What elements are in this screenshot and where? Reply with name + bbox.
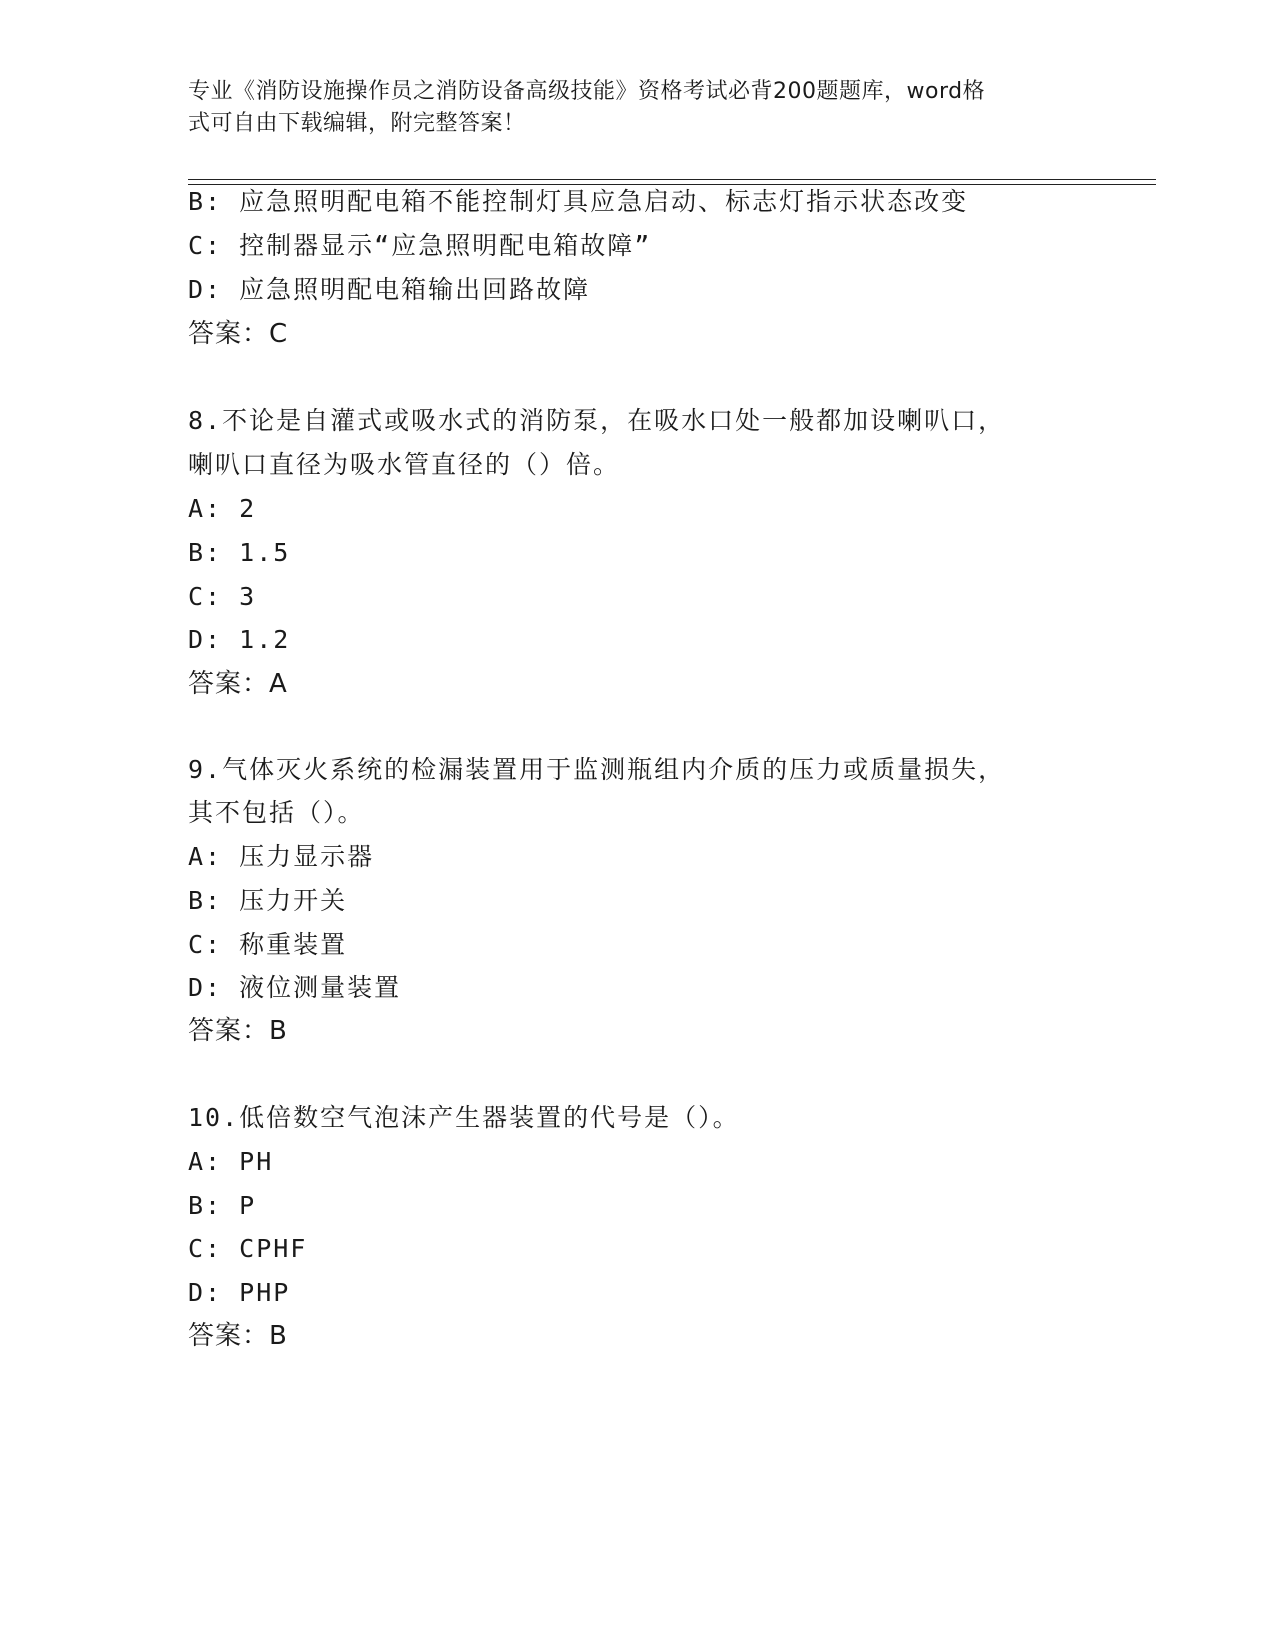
q9-option-c: C: 称重装置 [188,930,348,959]
q8-stem-line-1: 8.不论是自灌式或吸水式的消防泵，在吸水口处一般都加设喇叭口， [188,406,1006,435]
q7-answer: 答案：C [188,319,289,349]
q8-option-b: B: 1.5 [188,538,291,567]
q9-option-a: A: 压力显示器 [188,842,375,871]
q10-option-a: A: PH [188,1147,274,1176]
header-rule-top [188,179,1156,180]
header-line-2: 式可自由下载编辑，附完整答案！ [188,111,526,136]
q10-answer: 答案：B [188,1321,288,1351]
q7-option-d: D: 应急照明配电箱输出回路故障 [188,275,591,304]
q9-stem-line-2: 其不包括（）。 [188,798,365,827]
q9-option-b: B: 压力开关 [188,886,348,915]
q7-option-c: C: 控制器显示“应急照明配电箱故障” [188,231,652,260]
q9-option-d: D: 液位测量装置 [188,973,402,1002]
q7-option-b: B: 应急照明配电箱不能控制灯具应急启动、标志灯指示状态改变 [188,187,969,216]
document-header [188,76,1088,140]
q10-option-b: B: P [188,1191,257,1220]
q8-option-c: C: 3 [188,582,257,611]
header-rule-bottom [188,184,1156,185]
q8-option-d: D: 1.2 [188,625,291,654]
q8-option-a: A: 2 [188,494,257,523]
q10-option-d: D: PHP [188,1278,291,1307]
q9-stem-line-1: 9.气体灭火系统的检漏装置用于监测瓶组内介质的压力或质量损失， [188,755,1006,784]
q8-answer: 答案：A [188,669,288,699]
q10-option-c: C: CPHF [188,1234,308,1263]
q8-stem-line-2: 喇叭口直径为吸水管直径的（）倍。 [188,450,621,479]
q9-answer: 答案：B [188,1016,288,1046]
q10-stem-line-1: 10.低倍数空气泡沫产生器装置的代号是（）。 [188,1103,740,1132]
header-line-1: 专业《消防设施操作员之消防设备高级技能》资格考试必背200题题库，word格 [188,79,986,104]
